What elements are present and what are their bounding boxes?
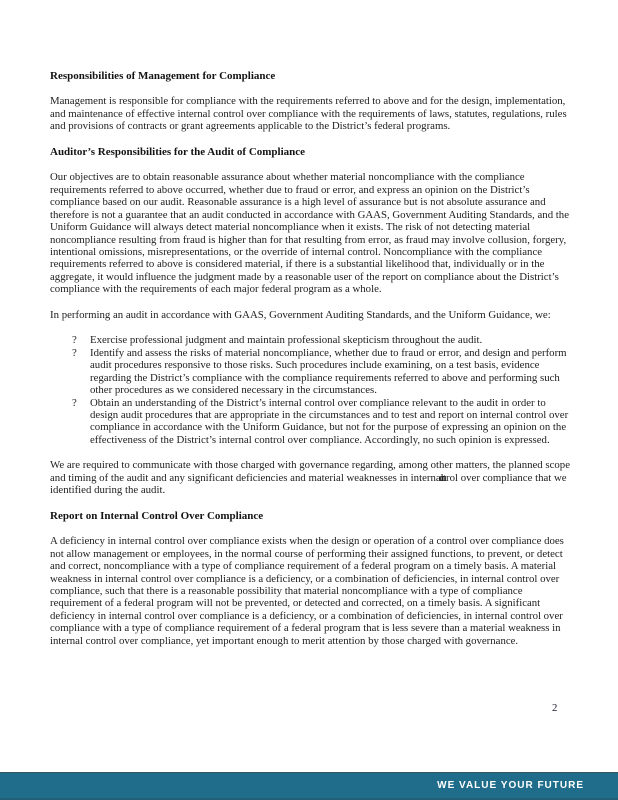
- paragraph-communicate: [50, 459, 572, 496]
- paragraph-objectives: Our objectives are to obtain reasonable assurance about whether material noncompliance with the compliance requirements referred to above occurred, whether due to fraud or error, and express an opinion on the District’s compliance based on our audit. Reasonable assurance is a high level of assurance but is not absolute assurance and therefore is not a guarantee that an audit conducted in accordance with GAAS, Government Auditing Standards, and the Uniform Guidance will always detect material noncompliance when it exists. The risk of not detecting material noncompliance resulting from fraud is higher than for that resulting from error, as fraud may involve collusion, forgery, intentional omissions, misrepresentations, or the override of internal control. Noncompliance with the compliance requirements referred to above is considered material, if there is a substantial likelihood that, individually or in the aggregate, it would influence the judgment made by a reasonable user of the report on compliance about the District’s compliance with the requirements of each major federal program as a whole.: [50, 171, 569, 296]
- bullet-text: Identify and assess the risks of material noncompliance, whether due to fraud or error, and design and perform audit procedures responsive to those risks. Such procedures include examining, on a test basis, evidence regarding the District’s compliance with the compliance requirements referred to above and performing such other procedures as we considered necessary in the circumstances.: [90, 346, 567, 397]
- bullet-item: [50, 347, 572, 397]
- paragraph-text: We are required to communicate with those charged with governance regarding, among other matters, the planned scope and timing of the audit and any significant deficiencies and material weaknesses in interna: [50, 459, 570, 484]
- bullet-item: [50, 397, 572, 447]
- paragraph-management: Management is responsible for compliance with the requirements referred to above and for the design, implementation, and maintenance of effective internal control over compliance with the requirements of laws, statutes, regulations, rules and provisions of contracts or grant agreements applicable to the District’s federal programs.: [50, 95, 567, 133]
- page-number: 2: [552, 702, 558, 714]
- bullet-marker: ?: [72, 334, 77, 347]
- bullet-list: [50, 334, 572, 446]
- bullet-item: [50, 334, 572, 346]
- bullet-marker: ?: [72, 346, 77, 359]
- section-heading-internal-control: Report on Internal Control Over Compliance: [50, 509, 264, 522]
- footer-bar: [0, 772, 618, 800]
- bullet-marker: ?: [72, 396, 77, 409]
- bullet-text: Exercise professional judgment and maintain professional skepticism throughout the audit.: [90, 334, 483, 347]
- section-heading-auditor-responsibilities: Auditor’s Responsibilities for the Audit of Compliance: [50, 145, 306, 158]
- overlap-artifact: l con: [440, 471, 444, 484]
- footer-slogan: WE VALUE YOUR FUTURE: [437, 780, 584, 791]
- document-content: [50, 70, 572, 660]
- paragraph-deficiency: A deficiency in internal control over compliance exists when the design or operation of a control over compliance does not allow management or employees, in the normal course of performing their assigned functions, to prevent, or detect and correct, noncompliance with a type of compliance requirement of a federal program on a timely basis. A material weakness in internal control over compliance is a deficiency, or a combination of deficiencies, in internal control over compliance, such that there is a reasonable possibility that material noncompliance with a type of compliance requirement of a federal program will not be prevented, or detected and corrected, on a timely basis. A significant deficiency in internal control over compliance is a deficiency, or a combination of deficiencies, in internal control over compliance with a type of compliance requirement of a federal program that is less severe than a material weakness in internal control over compliance, yet important enough to merit attention by those charged with governance.: [50, 535, 564, 647]
- paragraph-audit-intro: In performing an audit in accordance with GAAS, Government Auditing Standards, and the Uniform Guidance, we:: [50, 308, 551, 321]
- section-heading-management-responsibilities: Responsibilities of Management for Compliance: [50, 70, 276, 82]
- paragraph-text: trol over compliance that we identified during the audit.: [50, 471, 567, 497]
- bullet-text: Obtain an understanding of the District’s internal control over compliance relevant to the audit in order to design audit procedures that are appropriate in the circumstances and to test and report on internal control over compliance in accordance with the Uniform Guidance, but not for the purpose of expressing an opinion on the effectiveness of the District’s internal control over compliance. Accordingly, no such opinion is expressed.: [90, 396, 569, 446]
